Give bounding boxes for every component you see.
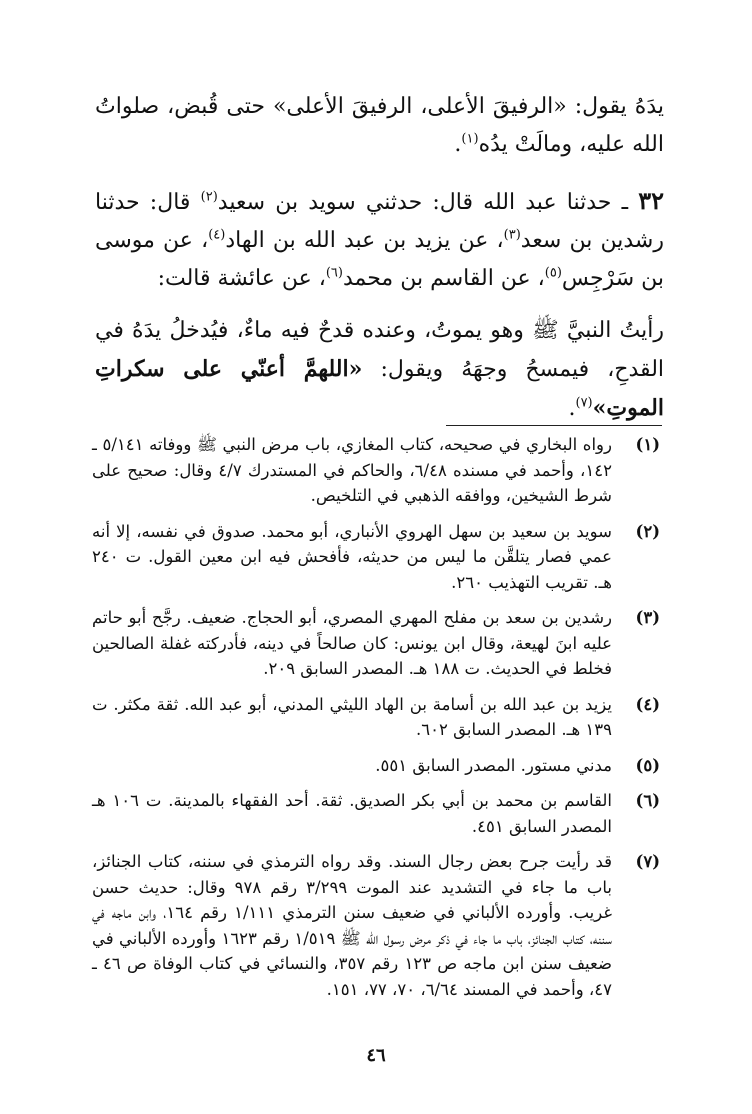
footnote-number: (٧)	[635, 852, 660, 871]
footnote-separator	[446, 425, 662, 426]
footnote-item	[92, 519, 660, 596]
footnote-text: القاسم بن محمد بن أبي بكر الصديق. ثقة. أحد الفقهاء بالمدينة. ت ١٠٦ هـ المصدر السابق ٤٥١.	[92, 791, 613, 836]
paragraph-1-text: يدَهُ يقول: «الرفيقَ الأعلى، الرفيقَ الأعلى» حتى قُبض، صلواتُ الله عليه، ومالَتْ يدُه	[95, 94, 664, 157]
footnote-text: سويد بن سعيد بن سهل الهروي الأنباري، أبو محمد. صدوق في نفسه، إلا أنه عمي فصار يتلقَّن ما ليس من حديثه، فأفحش فيه ابن معين القول. ت ٢٤٠ هـ. تقريب التهذيب ٢٦٠.	[92, 521, 612, 592]
footnote-ref: (١)	[461, 131, 479, 147]
footnote-item	[92, 753, 660, 779]
footnote-ref: (٦)	[325, 265, 343, 281]
footnote-text: يزيد بن عبد الله بن أسامة بن الهاد الليثي المدني، أبو عبد الله. ثقة مكثر. ت ١٣٩ هـ. المصدر السابق ٦٠٢.	[92, 694, 612, 739]
paragraph-2	[95, 182, 664, 298]
footnote-text: قد رأيت جرح بعض رجال السند. وقد رواه الترمذي في سننه، كتاب الجنائز، باب ما جاء في التشديد عند الموت ٣/٢٩٩ رقم ٩٧٨ وقال: حديث حسن غريب. وأورده الألباني في ضعيف سنن الترمذي ١/١١١ رقم ١٦٤، وابن ماجه في سننه، كتاب الجنائز، باب ما جاء في ذكر مرض رسول الله ﷺ ١/٥١٩ رقم ١٦٢٣ وأورده الألباني في ضعيف سنن ابن ماجه ص ١٢٣ رقم ٣٥٧، والنسائي في كتاب الوفاة ص ٤٦ ـ ٤٧، وأحمد في المسند ٦/٦٤، ٧٠، ٧٧، ١٥١.	[92, 852, 613, 999]
footnote-ref: (٥)	[544, 265, 562, 281]
footnote-text: مدني مستور. المصدر السابق ٥٥١.	[375, 755, 612, 775]
footnote-item	[92, 605, 660, 682]
isnad-text: ، عن يزيد بن عبد الله بن الهاد	[225, 228, 504, 253]
footnote-text: رشدين بن سعد بن مفلح المهري المصري، أبو الحجاج. ضعيف. رجَّح أبو حاتم عليه ابنَ لهيعة، وقال ابن يونس: كان صالحاً في دينه، فأدركته غفلة الصالحين فخلط في الحديث. ت ١٨٨ هـ. المصدر السابق ٢٠٩.	[92, 608, 612, 678]
paragraph-3-end: .	[568, 396, 576, 421]
isnad-text: قال: حدثنا رشدين بن سعد	[95, 190, 664, 253]
matn-quote: «اللهمَّ أعنّي على سكراتِ الموتِ»	[95, 356, 664, 421]
isnad-text: ، عن القاسم بن محمد	[342, 266, 545, 291]
footnote-ref: (٢)	[200, 189, 218, 205]
matn-text: فيُدخلُ يدَهُ في القدحِ، فيمسحُ وجهَهُ ويقول:	[95, 318, 665, 382]
footnote-number: (٣)	[635, 608, 660, 627]
footnote-number: (٢)	[635, 521, 660, 541]
isnad-text: ـ حدثنا عبد الله قال: حدثني سويد بن سعيد	[217, 190, 639, 215]
footnotes	[92, 432, 660, 1012]
isnad-text: ، عن عائشة قالت:	[157, 266, 326, 291]
footnote-ref: (٧)	[575, 395, 593, 411]
footnote-item	[92, 692, 660, 743]
footnote-number: (١)	[635, 435, 660, 454]
footnote-item	[92, 432, 660, 509]
footnote-item	[92, 849, 660, 1002]
footnote-item	[92, 788, 660, 839]
footnote-number: (٥)	[635, 755, 660, 775]
hadith-number: ٣٢	[638, 186, 665, 215]
footnote-number: (٦)	[635, 791, 660, 810]
matn-text: رأيتُ النبيَّ ﷺ وهو يموتُ، وعنده قدحٌ فيه ماءٌ،	[228, 318, 664, 343]
footnote-ref: (٤)	[208, 227, 226, 243]
isnad-text: ، عن موسى بن سَرْجِس	[95, 228, 664, 291]
footnote-ref: (٣)	[503, 227, 521, 243]
page-number: ٤٦	[366, 1045, 386, 1066]
paragraph-3	[95, 312, 664, 428]
footnote-number: (٤)	[635, 694, 660, 714]
main-text	[95, 88, 664, 428]
footnote-text: رواه البخاري في صحيحه، كتاب المغازي، باب مرض النبي ﷺ ووفاته ٥/١٤١ ـ ١٤٢، وأحمد في مسنده ٦/٤٨، والحاكم في المستدرك ٤/٧ وقال: صحيح على شرط الشيخين، ووافقه الذهبي في التلخيص.	[92, 435, 612, 505]
paragraph-1	[95, 88, 664, 164]
paragraph-1-end: .	[454, 132, 462, 157]
